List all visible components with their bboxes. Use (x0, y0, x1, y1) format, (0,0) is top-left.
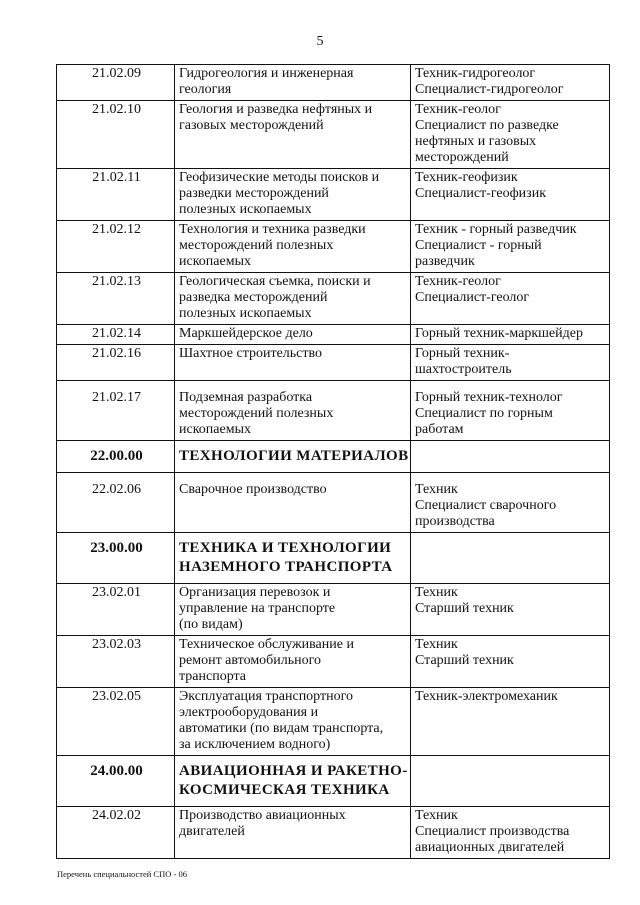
specialty-name-line: управление на транспорте (179, 601, 336, 616)
specialty-name-line: транспорта (179, 669, 247, 684)
table-row (57, 169, 610, 221)
qualification-line: Горный техник-технолог (415, 390, 563, 405)
qualification-line: Техник-геолог (415, 102, 501, 117)
specialty-name-line: Организация перевозок и (179, 585, 331, 600)
specialty-name-line: Шахтное строительство (179, 346, 323, 361)
qualification (411, 533, 610, 584)
specialty-name-line: за исключением водного) (179, 737, 331, 752)
specialty-name-line: Геофизические методы поисков и (179, 170, 380, 185)
specialty-name-line: Маркшейдерское дело (179, 326, 313, 341)
table-row (57, 381, 610, 441)
specialty-name-line: Гидрогеология и инженерная (179, 66, 354, 81)
qualification-line: авиационных двигателей (415, 840, 565, 855)
specialty-name-line: Технология и техника разведки (179, 222, 366, 237)
specialty-name (175, 325, 411, 345)
specialty-name-line: электрооборудования и (179, 705, 319, 720)
qualification-line: Техник (415, 808, 458, 823)
specialty-code: 24.02.02 (57, 807, 175, 859)
table-row (57, 584, 610, 636)
qualification-line: работам (415, 422, 464, 437)
qualification (411, 345, 610, 381)
table-row (57, 325, 610, 345)
specialty-name-line: ископаемых (179, 422, 251, 437)
specialty-code: 21.02.10 (57, 101, 175, 169)
specialty-name-line: геология (179, 82, 232, 97)
specialties-table (56, 64, 610, 859)
group-row (57, 441, 610, 473)
specialty-code: 22.00.00 (57, 441, 175, 473)
specialty-code: 21.02.16 (57, 345, 175, 381)
specialty-name-line: (по видам) (179, 617, 243, 632)
specialty-name-line: полезных ископаемых (179, 202, 312, 217)
qualification (411, 325, 610, 345)
table-row (57, 273, 610, 325)
qualification-line: Специалист производства (415, 824, 570, 839)
specialty-name (175, 381, 411, 441)
specialty-name-line: месторождений полезных (179, 238, 334, 253)
qualification-line: Специалист - горный (415, 238, 542, 253)
qualification-line: Техник-геолог (415, 274, 501, 289)
specialty-name (175, 533, 411, 584)
qualification-line: Техник - горный разведчик (415, 222, 577, 237)
specialty-name-line: КОСМИЧЕСКАЯ ТЕХНИКА (179, 782, 390, 798)
qualification-line: Специалист по горным (415, 406, 553, 421)
specialty-name-line: Эксплуатация транспортного (179, 689, 354, 704)
qualification (411, 636, 610, 688)
qualification-line: Специалист-геолог (415, 290, 530, 305)
qualification-line: Специалист по разведке (415, 118, 559, 133)
qualification-line: шахтостроитель (415, 362, 512, 377)
specialty-name (175, 169, 411, 221)
qualification-line: Горный техник- (415, 346, 510, 361)
qualification-line: производства (415, 514, 495, 529)
specialty-name-line: АВИАЦИОННАЯ И РАКЕТНО- (179, 763, 408, 779)
qualification-line: Специалист-гидрогеолог (415, 82, 564, 97)
group-row (57, 533, 610, 584)
qualification-line: разведчик (415, 254, 475, 269)
specialty-name-line: ремонт автомобильного (179, 653, 322, 668)
qualification-line: Специалист сварочного (415, 498, 557, 513)
specialty-name-line: Производство авиационных (179, 808, 346, 823)
specialty-name-line: Техническое обслуживание и (179, 637, 354, 652)
qualification (411, 473, 610, 533)
table-row (57, 688, 610, 756)
specialty-code: 21.02.17 (57, 381, 175, 441)
specialty-name-line: Подземная разработка (179, 390, 313, 405)
specialty-name (175, 101, 411, 169)
specialty-code: 23.02.01 (57, 584, 175, 636)
specialty-name-line: автоматики (по видам транспорта, (179, 721, 384, 736)
specialty-name-line: Геология и разведка нефтяных и (179, 102, 373, 117)
qualification (411, 169, 610, 221)
qualification-line: Техник (415, 637, 458, 652)
table-row (57, 101, 610, 169)
specialty-name-line: газовых месторождений (179, 118, 324, 133)
specialty-name (175, 345, 411, 381)
table-row (57, 807, 610, 859)
specialty-code: 23.00.00 (57, 533, 175, 584)
specialty-name (175, 65, 411, 101)
specialty-name-line: месторождений полезных (179, 406, 334, 421)
specialty-code: 22.02.06 (57, 473, 175, 533)
qualification (411, 221, 610, 273)
specialty-name-line: разведка месторождений (179, 290, 328, 305)
specialty-code: 21.02.11 (57, 169, 175, 221)
specialty-name-line: полезных ископаемых (179, 306, 312, 321)
qualification (411, 688, 610, 756)
specialty-name-line: Геологическая съемка, поиски и (179, 274, 371, 289)
qualification-line: Старший техник (415, 653, 514, 668)
specialty-name (175, 636, 411, 688)
specialty-name-line: двигателей (179, 824, 245, 839)
qualification (411, 584, 610, 636)
qualification-line: Специалист-геофизик (415, 186, 546, 201)
specialty-name (175, 473, 411, 533)
specialty-name-line: НАЗЕМНОГО ТРАНСПОРТА (179, 559, 393, 575)
specialty-name (175, 221, 411, 273)
specialty-name-line: ТЕХНИКА И ТЕХНОЛОГИИ (179, 540, 392, 556)
specialty-name (175, 273, 411, 325)
specialties-table-body (57, 65, 610, 859)
table-row (57, 636, 610, 688)
table-row (57, 345, 610, 381)
page-number: 5 (316, 34, 324, 49)
qualification-line: Горный техник-маркшейдер (415, 326, 583, 341)
qualification-line: месторождений (415, 150, 509, 165)
qualification (411, 441, 610, 473)
specialty-code: 21.02.13 (57, 273, 175, 325)
specialty-code: 24.00.00 (57, 756, 175, 807)
table-row (57, 221, 610, 273)
specialty-name-line: ТЕХНОЛОГИИ МАТЕРИАЛОВ (179, 448, 409, 464)
specialty-code: 23.02.03 (57, 636, 175, 688)
qualification (411, 756, 610, 807)
specialty-name (175, 584, 411, 636)
qualification-line: Техник-электромеханик (415, 689, 558, 704)
specialty-code: 21.02.12 (57, 221, 175, 273)
qualification-line: Техник (415, 585, 458, 600)
group-row (57, 756, 610, 807)
table-row (57, 65, 610, 101)
specialty-name (175, 441, 411, 473)
specialty-name (175, 756, 411, 807)
specialty-name (175, 807, 411, 859)
specialty-code: 23.02.05 (57, 688, 175, 756)
specialty-code: 21.02.14 (57, 325, 175, 345)
page-footer: Перечень специальностей СПО - 06 (57, 869, 187, 879)
specialty-name-line: разведки месторождений (179, 186, 329, 201)
qualification-line: нефтяных и газовых (415, 134, 537, 149)
specialty-name-line: ископаемых (179, 254, 251, 269)
qualification (411, 65, 610, 101)
qualification (411, 273, 610, 325)
specialty-code: 21.02.09 (57, 65, 175, 101)
qualification (411, 101, 610, 169)
qualification (411, 381, 610, 441)
table-row (57, 473, 610, 533)
qualification-line: Техник (415, 482, 458, 497)
qualification (411, 807, 610, 859)
qualification-line: Техник-гидрогеолог (415, 66, 536, 81)
qualification-line: Старший техник (415, 601, 514, 616)
specialty-name-line: Сварочное производство (179, 482, 327, 497)
qualification-line: Техник-геофизик (415, 170, 518, 185)
specialty-name (175, 688, 411, 756)
